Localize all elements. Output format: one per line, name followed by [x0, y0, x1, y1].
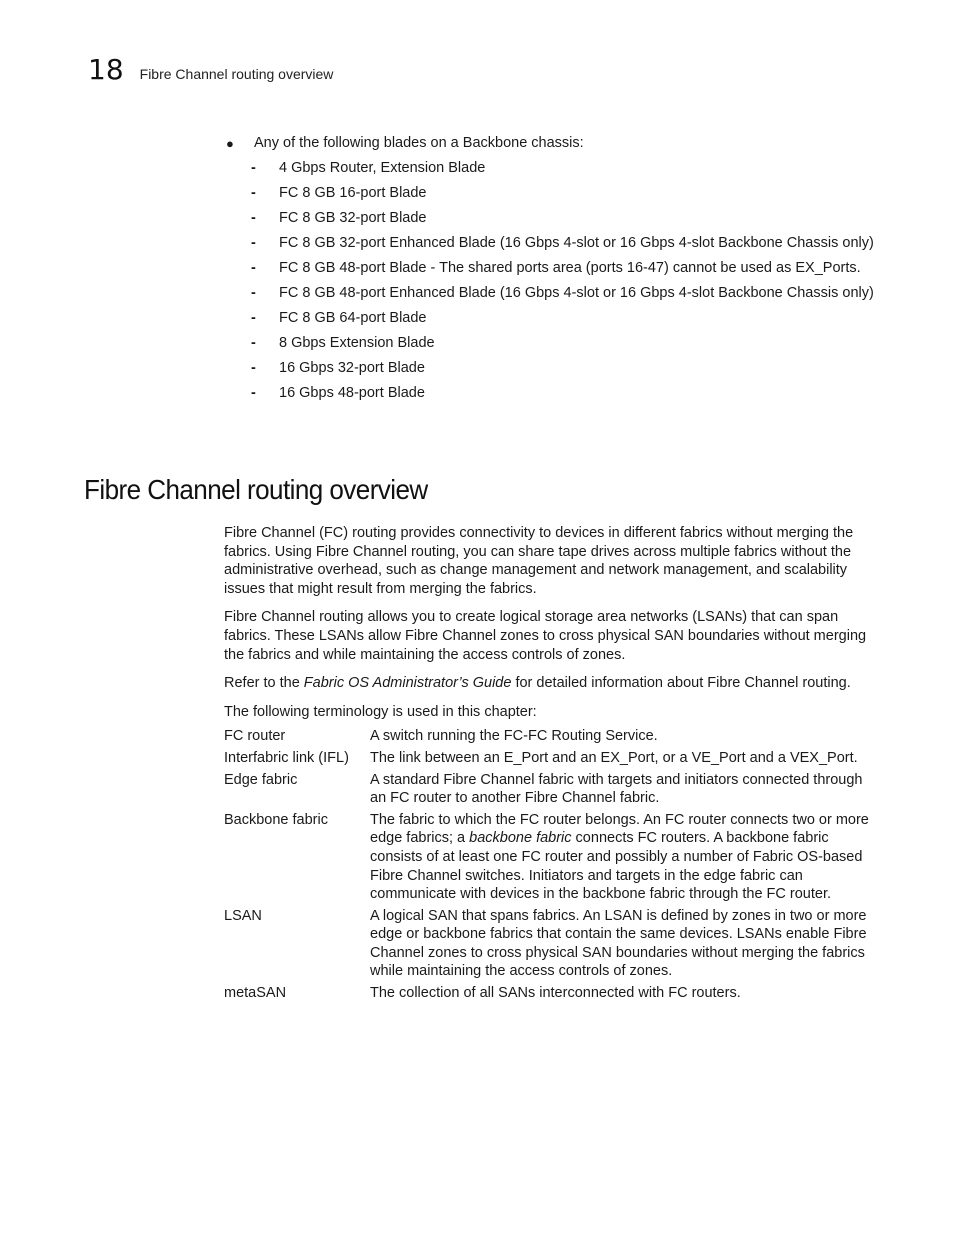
term-row [224, 811, 870, 907]
dash-icon: - [251, 310, 256, 326]
term-row [224, 984, 870, 1006]
dash-icon: - [251, 160, 256, 176]
list-item-text: FC 8 GB 32-port Blade [279, 210, 427, 226]
list-item [224, 184, 884, 203]
list-item-text: 16 Gbps 32-port Blade [279, 360, 425, 376]
running-title: Fibre Channel routing overview [139, 66, 334, 82]
dash-icon: - [251, 210, 256, 226]
term-definition: A switch running the FC-FC Routing Service. [370, 728, 658, 745]
term-row [224, 749, 870, 771]
text-run: Refer to the [224, 675, 304, 692]
bullet-item [224, 134, 884, 153]
list-item [224, 234, 884, 253]
list-item-text: 8 Gbps Extension Blade [279, 335, 435, 351]
term-row [224, 727, 870, 749]
term-name: metaSAN [224, 985, 287, 1002]
term-name: LSAN [224, 907, 262, 924]
term-definition: A logical SAN that spans fabrics. An LSAN is defined by zones in two or more edge or backbone fabrics that contain the same devices. LSANs enable Fibre Channel zones to cross physical SAN boundaries without merging the fabrics while maintaining the access controls of zones. [370, 907, 867, 980]
dash-icon: - [251, 360, 256, 376]
dash-icon: - [251, 385, 256, 401]
list-item [224, 159, 884, 178]
guide-title: Fabric OS Administrator’s Guide [303, 675, 512, 692]
term-name: Edge fabric [224, 771, 298, 788]
dash-icon: - [251, 285, 256, 301]
list-item [224, 259, 884, 278]
term-name: FC router [224, 728, 286, 745]
list-item-text: 4 Gbps Router, Extension Blade [279, 160, 486, 176]
term-name: Backbone fabric [224, 811, 328, 828]
chapter-number: 18 [88, 53, 124, 86]
paragraph: The following terminology is used in this chapter: [224, 703, 537, 720]
term-definition: The link between an E_Port and an EX_Port, or a VE_Port and a VEX_Port. [370, 749, 858, 766]
paragraph-reference [224, 674, 870, 693]
terminology-table [224, 727, 870, 1005]
text-run: connects FC routers. A backbone fabric consists of at least one FC router and possibly a number of Fabric OS-based Fibre Channel switches. Initiators and targets in the edge fabric can communicate with devices in the backbone fabric through the FC router. [370, 830, 863, 903]
list-item-text: FC 8 GB 48-port Enhanced Blade (16 Gbps 4-slot or 16 Gbps 4-slot Backbone Chassis only) [279, 285, 874, 301]
list-item-text: FC 8 GB 64-port Blade [279, 310, 427, 326]
dash-icon: - [251, 335, 256, 351]
emphasis: backbone fabric [469, 830, 572, 847]
text-run: The fabric to which the FC router belongs. An FC router connects two or more edge fabrics; a [370, 811, 869, 847]
list-item [224, 334, 884, 353]
list-item-text: FC 8 GB 32-port Enhanced Blade (16 Gbps 4-slot or 16 Gbps 4-slot Backbone Chassis only) [279, 235, 874, 251]
dash-icon: - [251, 260, 256, 276]
list-item [224, 309, 884, 328]
list-item-text: FC 8 GB 48-port Blade - The shared ports area (ports 16-47) cannot be used as EX_Ports. [279, 260, 861, 276]
bullet-text: Any of the following blades on a Backbone chassis: [254, 135, 584, 151]
list-item [224, 384, 884, 403]
blade-sub-list [224, 159, 884, 403]
dash-icon: - [251, 235, 256, 251]
section-body [224, 524, 870, 1006]
list-item [224, 284, 884, 303]
term-definition: The collection of all SANs interconnected with FC routers. [370, 985, 741, 1002]
term-definition [370, 811, 870, 907]
blade-list-section [224, 134, 884, 409]
list-item [224, 359, 884, 378]
bullet-dot-icon: ● [226, 136, 234, 151]
dash-icon: - [251, 185, 256, 201]
paragraph: Fibre Channel routing allows you to create logical storage area networks (LSANs) that can span fabrics. These LSANs allow Fibre Channel zones to cross physical SAN boundaries without merging the fabrics and while maintaining the access controls of zones. [224, 609, 867, 663]
list-item-text: 16 Gbps 48-port Blade [279, 385, 425, 401]
term-row [224, 771, 870, 811]
list-item [224, 209, 884, 228]
section-title: Fibre Channel routing overview [84, 474, 428, 505]
paragraph: Fibre Channel (FC) routing provides connectivity to devices in different fabrics without merging the fabrics. Using Fibre Channel routing, you can share tape drives across multiple fabrics without the administrative overhead, such as change management and network management, and scalability issues that might result from merging the fabrics. [224, 525, 854, 597]
list-item-text: FC 8 GB 16-port Blade [279, 185, 427, 201]
page-header [88, 54, 333, 86]
text-run: for detailed information about Fibre Channel routing. [511, 675, 851, 692]
term-definition: A standard Fibre Channel fabric with targets and initiators connected through an FC router to another Fibre Channel fabric. [370, 771, 863, 807]
term-name: Interfabric link (IFL) [224, 749, 349, 766]
term-row [224, 907, 870, 984]
